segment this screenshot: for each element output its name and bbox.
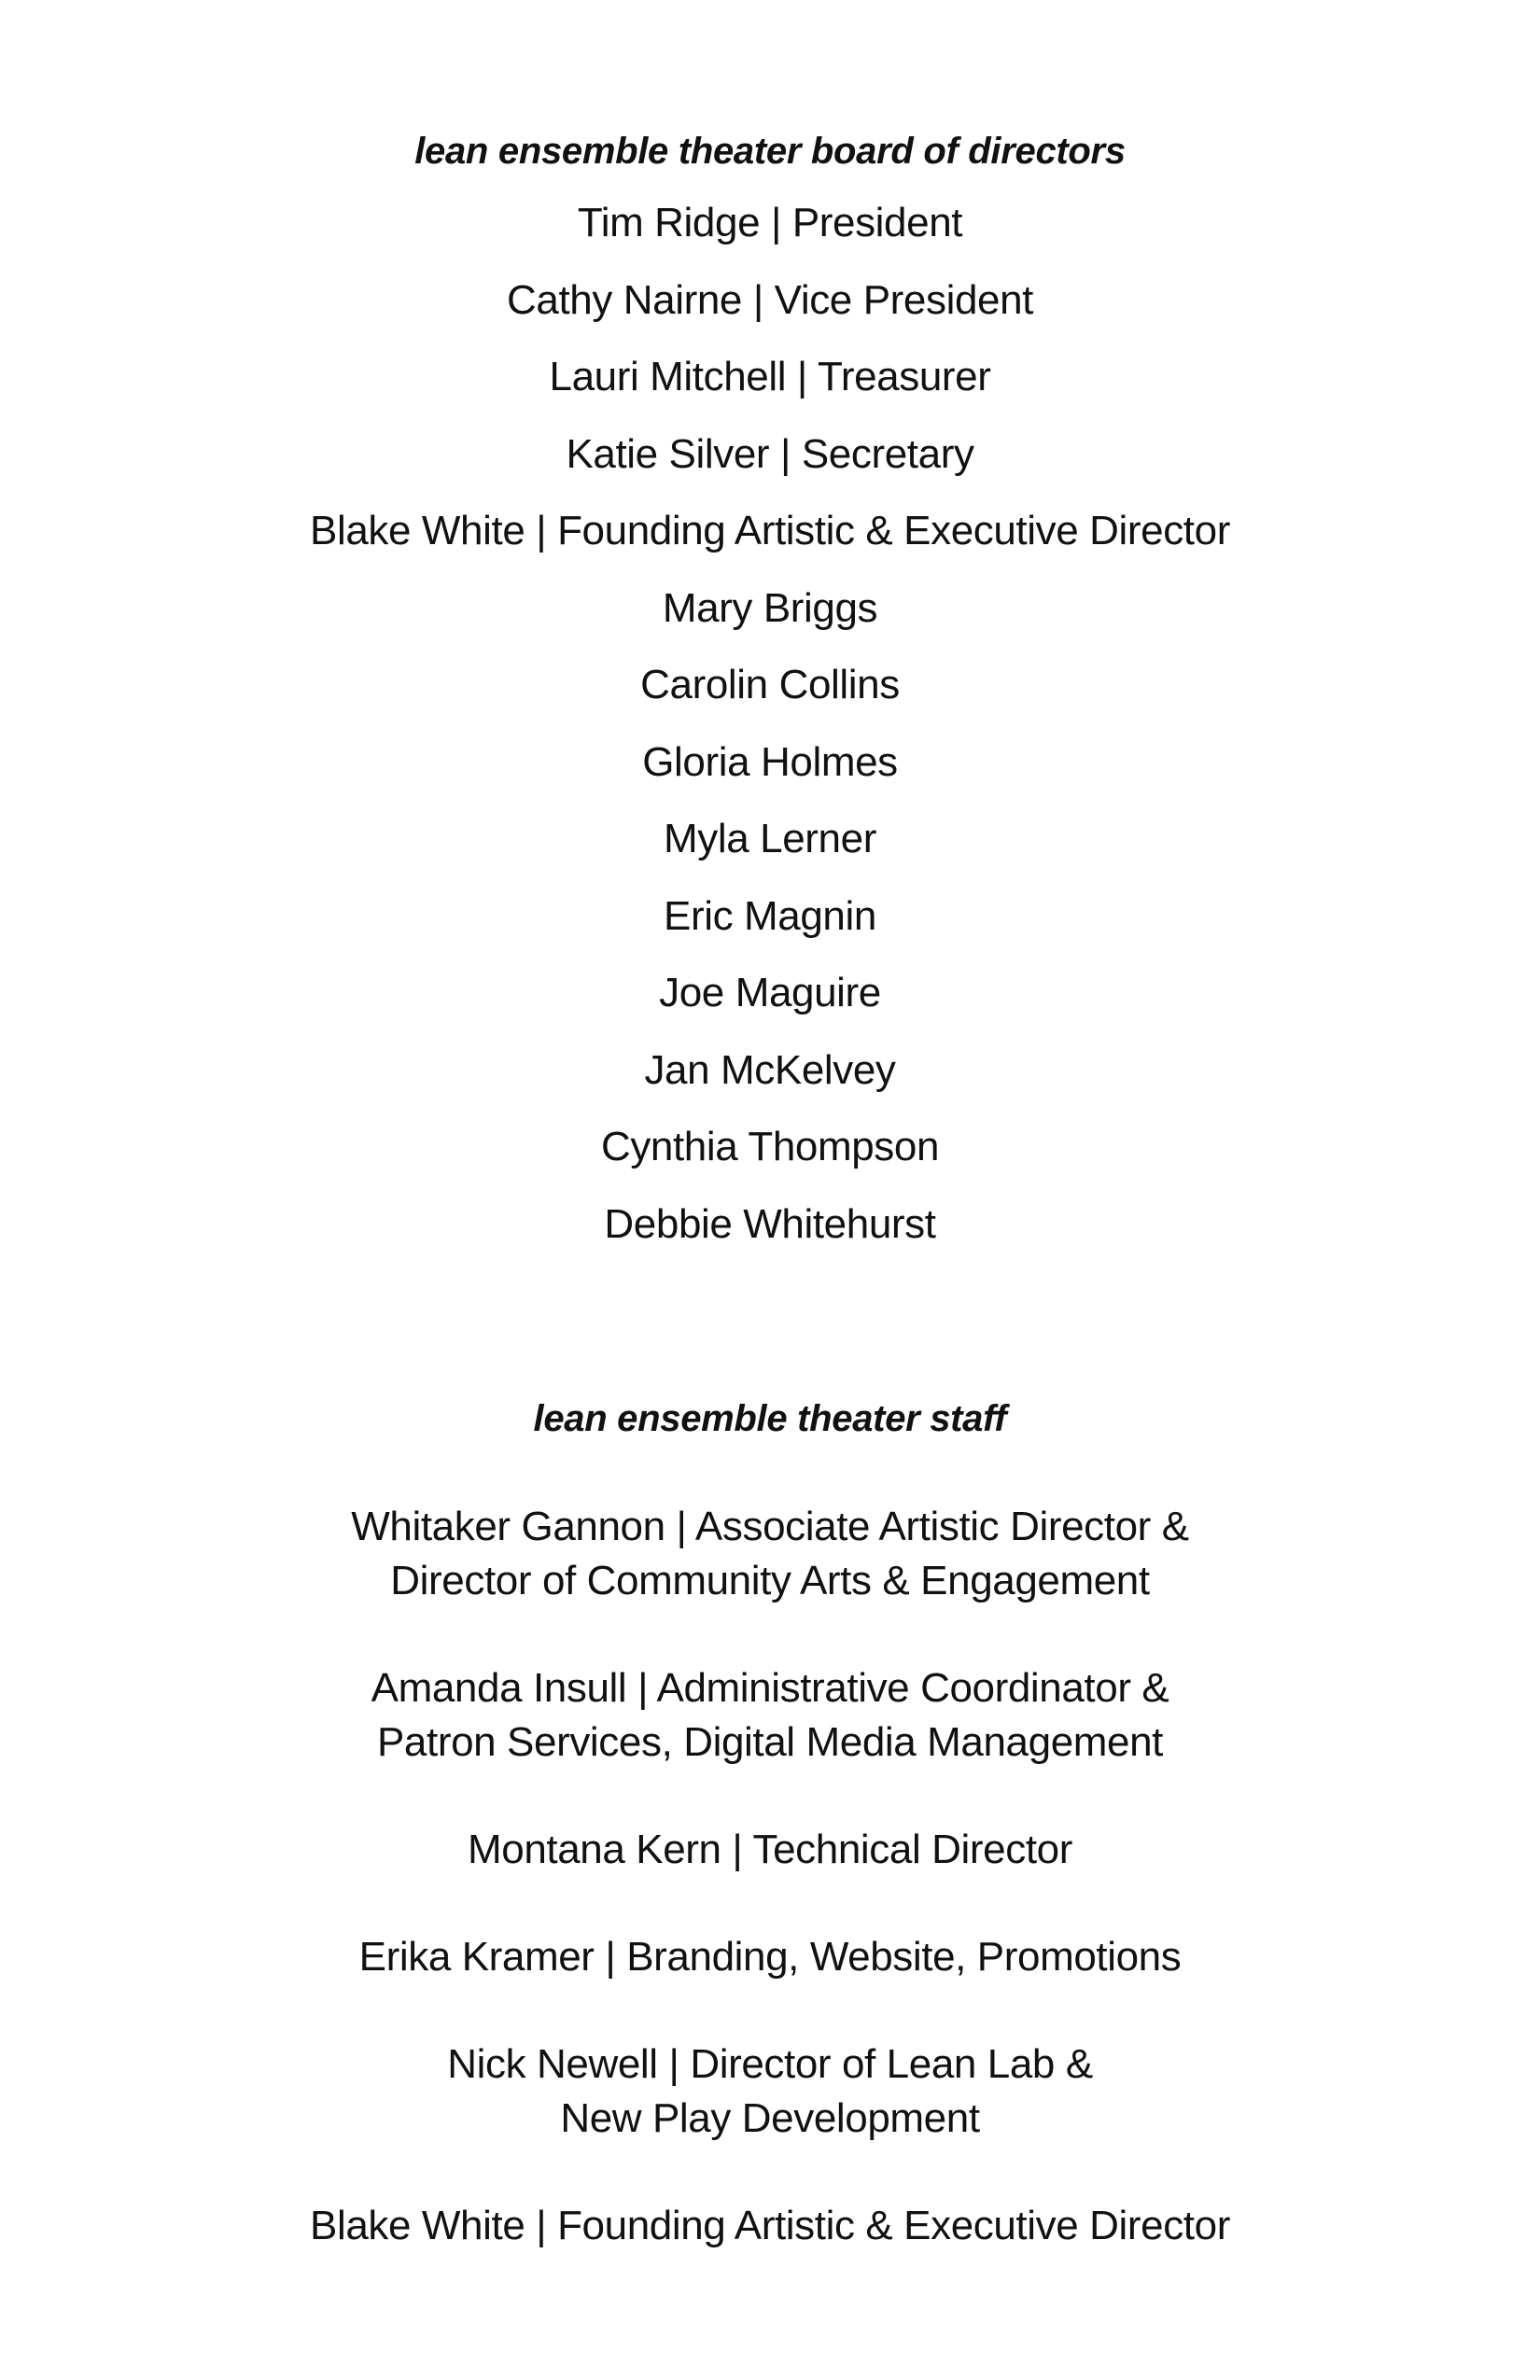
staff-member bbox=[0, 1823, 1540, 1877]
board-member: Myla Lerner bbox=[664, 816, 876, 861]
staff-member-line: Erika Kramer | Branding, Website, Promotions bbox=[358, 1934, 1182, 1980]
board-heading: lean ensemble theater board of directors bbox=[414, 131, 1126, 172]
board-member: Gloria Holmes bbox=[642, 738, 898, 785]
board-member: Eric Magnin bbox=[664, 892, 876, 939]
board-member: Carolin Collins bbox=[640, 662, 900, 707]
staff-member-line: New Play Development bbox=[560, 2095, 980, 2141]
staff-list bbox=[0, 1500, 1540, 2306]
staff-member-line: Director of Community Arts & Engagement bbox=[390, 1558, 1150, 1603]
board-member: Mary Briggs bbox=[662, 584, 878, 631]
staff-member-line: Patron Services, Digital Media Management bbox=[376, 1719, 1163, 1765]
staff-member bbox=[0, 2037, 1540, 2146]
board-list bbox=[0, 200, 1540, 1278]
staff-member-line: Whitaker Gannon | Associate Artistic Director & bbox=[351, 1504, 1189, 1549]
staff-member bbox=[0, 2199, 1540, 2253]
board-member: Joe Maguire bbox=[659, 970, 881, 1015]
board-member: Jan McKelvey bbox=[644, 1046, 896, 1093]
staff-member bbox=[0, 1500, 1540, 1608]
board-member: Debbie Whitehurst bbox=[604, 1200, 936, 1247]
staff-member-line: Nick Newell | Director of Lean Lab & bbox=[447, 2041, 1093, 2087]
staff-member-line: Blake White | Founding Artistic & Executive Director bbox=[310, 2203, 1230, 2248]
staff-member-line: Montana Kern | Technical Director bbox=[468, 1827, 1072, 1872]
board-member: Katie Silver | Secretary bbox=[566, 430, 974, 477]
staff-member-line: Amanda Insull | Administrative Coordinator & bbox=[371, 1665, 1169, 1711]
staff-member bbox=[0, 1930, 1540, 1984]
staff-heading: lean ensemble theater staff bbox=[533, 1398, 1007, 1439]
staff-member bbox=[0, 1661, 1540, 1770]
board-member: Blake White | Founding Artistic & Executive Director bbox=[310, 508, 1230, 553]
board-member: Cathy Nairne | Vice President bbox=[507, 276, 1033, 323]
board-member: Lauri Mitchell | Treasurer bbox=[549, 354, 991, 399]
board-member: Cynthia Thompson bbox=[600, 1124, 940, 1169]
board-member: Tim Ridge | President bbox=[577, 200, 963, 245]
